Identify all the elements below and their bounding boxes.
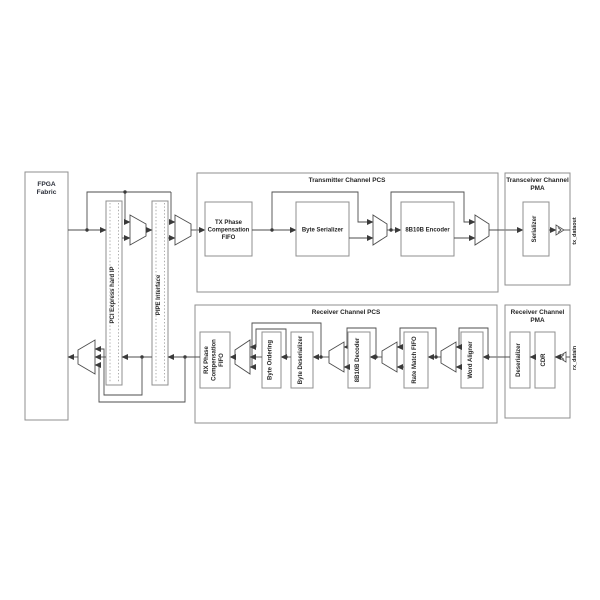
pci-express-hard-ip-label: PCI Express hard IP bbox=[110, 266, 116, 324]
rate-match-fifo-label: Rate Match FIFO bbox=[412, 336, 418, 384]
decoder-label: 8B10B Decoder bbox=[355, 337, 361, 383]
junction-dot bbox=[270, 228, 273, 231]
rx-pma-title-line2: PMA bbox=[530, 317, 545, 324]
junction-dot bbox=[486, 355, 489, 358]
mux-encoder bbox=[475, 215, 489, 245]
tx-fifo-label-line1: TX Phase bbox=[214, 220, 243, 226]
tx-fifo-label-line2: Compensation bbox=[207, 227, 250, 234]
byte-ordering-label: Byte Ordering bbox=[267, 339, 274, 381]
word-aligner-label: Word Aligner bbox=[468, 341, 474, 379]
wire-bypass-into-mux-l2 bbox=[171, 192, 175, 222]
junction-dot bbox=[319, 355, 322, 358]
tx-output-buffer-icon bbox=[556, 225, 564, 235]
tx-pma-title-line1: Transceiver Channel bbox=[506, 177, 569, 184]
mux-pipe-bypass bbox=[175, 215, 191, 245]
junction-dot bbox=[374, 355, 377, 358]
fpga-fabric-box bbox=[25, 172, 68, 420]
rx-pcs-title: Receiver Channel PCS bbox=[311, 309, 381, 316]
mux-decoder bbox=[329, 342, 344, 372]
encoder-label: 8B10B Encoder bbox=[405, 227, 450, 234]
mux-rx-fifo-input bbox=[235, 340, 250, 374]
wire-bypass-into-mux-l1 bbox=[125, 192, 130, 222]
tx-dataout-label: tx_dataout bbox=[572, 217, 578, 245]
rx-fifo-label-line1: RX Phase bbox=[204, 346, 210, 374]
serializer-label: Serializer bbox=[532, 215, 538, 243]
junction-dot bbox=[434, 355, 437, 358]
mux-rx-fabric bbox=[78, 340, 95, 374]
byte-deserializer-label: Byte Deserializer bbox=[298, 335, 304, 385]
rx-fifo-label-line2: Compensation bbox=[211, 339, 218, 381]
rx-datain-label: rx_datain bbox=[572, 346, 578, 370]
junction-dot bbox=[123, 190, 126, 193]
rx-pma-title-line1: Receiver Channel bbox=[510, 309, 565, 316]
tx-pma-title-line2: PMA bbox=[530, 185, 545, 192]
pipe-interface-label: PIPE Interface bbox=[156, 274, 162, 316]
cdr-label: CDR bbox=[541, 353, 547, 367]
rx-fifo-label-line3: FIFO bbox=[219, 353, 225, 367]
tx-pcs-title: Transmitter Channel PCS bbox=[308, 177, 386, 184]
mux-pci-bypass bbox=[130, 215, 146, 245]
deserializer-label: Deserializer bbox=[516, 343, 522, 377]
mux-word-aligner bbox=[441, 342, 456, 372]
byte-serializer-label: Byte Serializer bbox=[301, 227, 344, 234]
tx-fifo-label-line3: FIFO bbox=[221, 235, 236, 241]
fpga-label-line1: FPGA bbox=[37, 181, 56, 188]
fpga-label-line2: Fabric bbox=[36, 189, 57, 196]
mux-byte-serializer bbox=[373, 215, 387, 245]
junction-dot bbox=[389, 228, 392, 231]
junction-dot bbox=[284, 355, 287, 358]
rx-input-buffer-icon bbox=[558, 352, 566, 362]
junction-dot bbox=[85, 228, 88, 231]
mux-rate-match bbox=[382, 342, 397, 372]
